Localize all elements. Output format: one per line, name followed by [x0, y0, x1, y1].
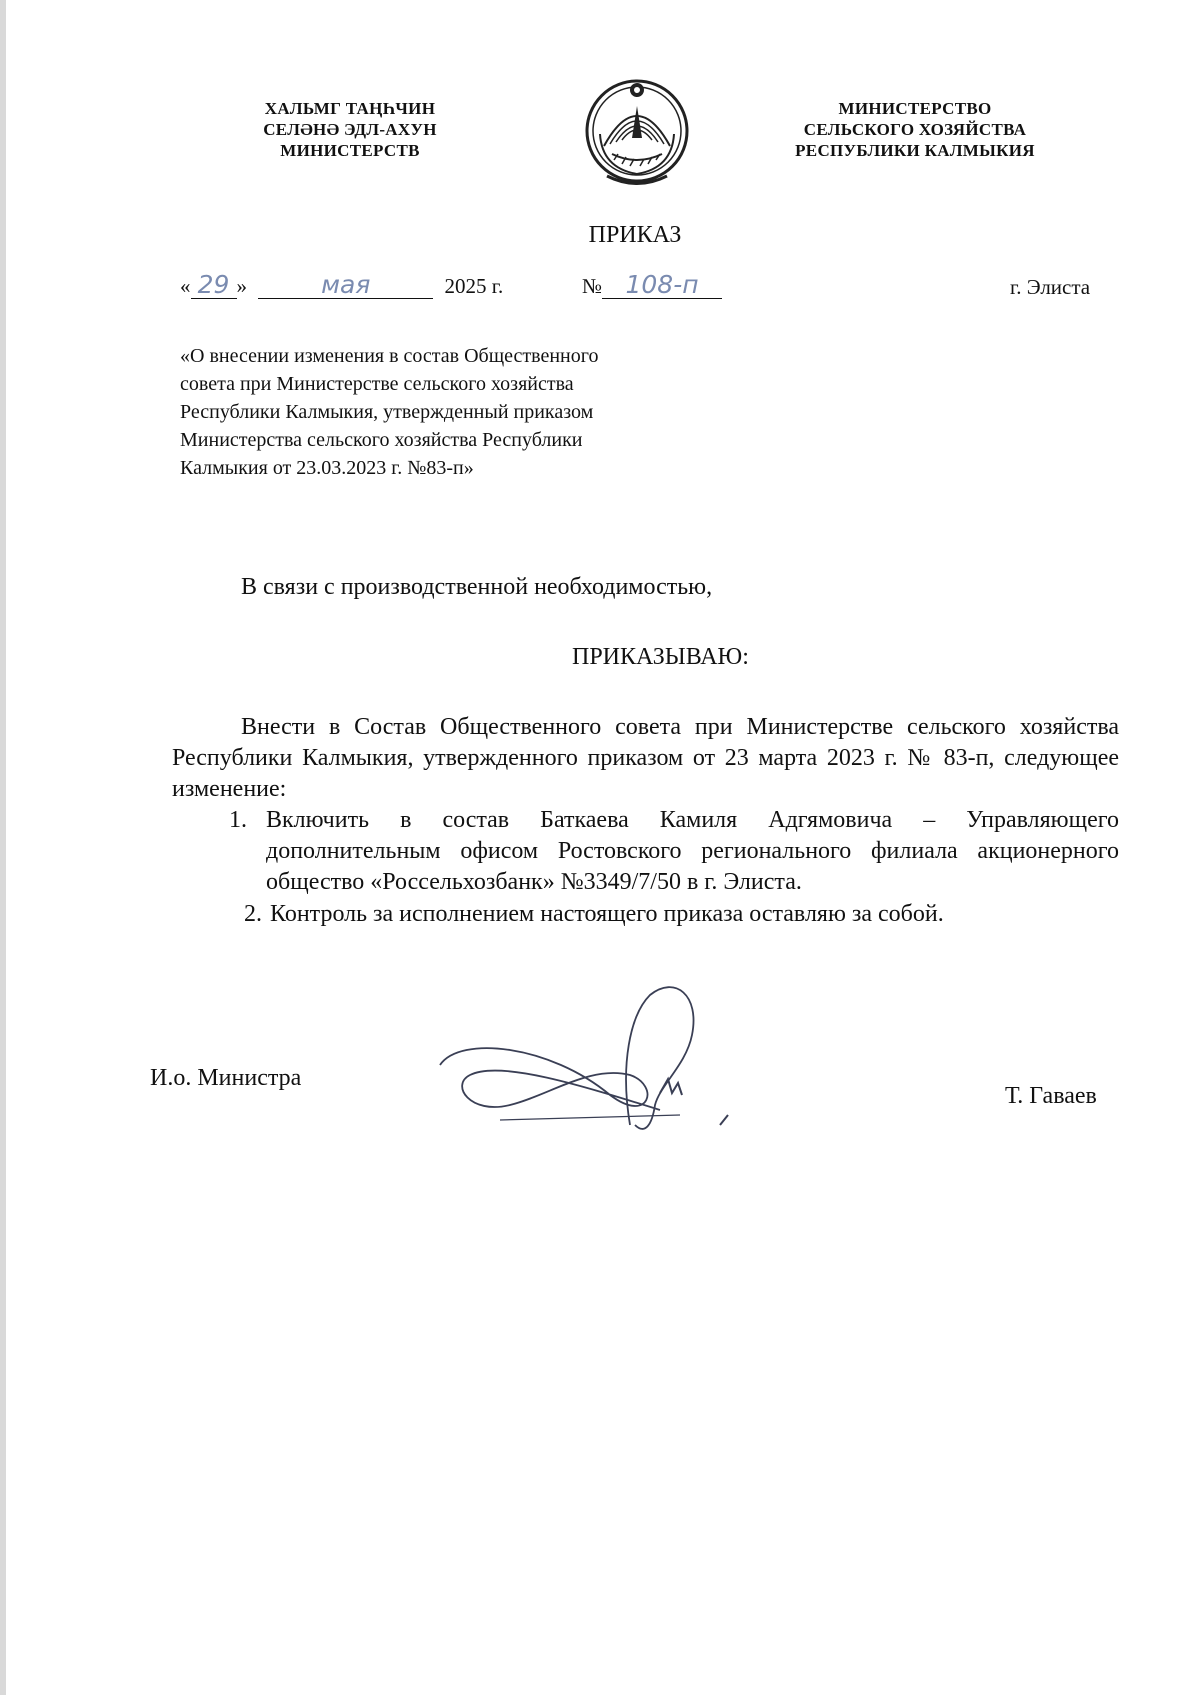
list-item	[172, 805, 1119, 898]
date-open-quote: «	[180, 274, 191, 298]
coat-of-arms-icon	[582, 76, 692, 194]
preamble: В связи с производственной необходимостью,	[241, 574, 713, 600]
handwritten-signature	[430, 975, 760, 1155]
number-value: 108-п	[625, 270, 699, 299]
subject-line-3: Республики Калмыкия, утвержденный приказом	[180, 401, 594, 423]
list-item	[172, 899, 1119, 930]
header-left	[210, 98, 490, 161]
city: г. Элиста	[1010, 275, 1091, 299]
order-word: ПРИКАЗЫВАЮ:	[572, 644, 749, 670]
item-text: Контроль за исполнением настоящего приказа оставляю за собой.	[270, 901, 944, 927]
date-day-field	[191, 272, 237, 299]
document-title: ПРИКАЗ	[588, 222, 682, 248]
date-year: 2025 г.	[444, 274, 504, 298]
number-label: №	[582, 274, 603, 298]
date-month-field	[258, 272, 433, 299]
order-items	[172, 805, 1119, 930]
header-left-line-3: МИНИСТЕРСТВ	[280, 141, 420, 160]
subject-line-5: Калмыкия от 23.03.2023 г. №83-п»	[180, 457, 474, 479]
header-left-line-2: СЕЛӘНӘ ЭДЛ-АХУН	[263, 120, 437, 139]
item-number: 2.	[244, 901, 262, 927]
date-month: мая	[321, 270, 371, 299]
subject-block	[180, 342, 740, 482]
item-number: 1.	[229, 807, 247, 833]
signature-position: И.о. Министра	[150, 1065, 302, 1091]
header-right-line-3: РЕСПУБЛИКИ КАЛМЫКИЯ	[795, 141, 1035, 160]
order-number	[582, 272, 722, 299]
signatory-name: Т. Гаваев	[1005, 1083, 1097, 1109]
number-field	[602, 272, 722, 299]
header-right	[770, 98, 1060, 161]
subject-line-2: совета при Министерстве сельского хозяйства	[180, 373, 574, 395]
item-text: Включить в состав Баткаева Камиля Адгямовича – Управляющего дополнительным офисом Ростовского регионального филиала акционерного общество «Россельхозбанк» №3349/7/50 в г. Элиста.	[266, 807, 1119, 895]
date-close-quote: »	[236, 274, 247, 298]
subject-line-4: Министерства сельского хозяйства Республики	[180, 429, 583, 451]
subject-line-1: «О внесении изменения в состав Общественного	[180, 345, 599, 367]
date-day: 29	[197, 270, 230, 299]
header-right-line-2: СЕЛЬСКОГО ХОЗЯЙСТВА	[803, 120, 1027, 139]
header-right-line-1: МИНИСТЕРСТВО	[838, 99, 992, 118]
main-text: Внести в Состав Общественного совета при Министерстве сельского хозяйства Республики Калмыкия, утвержденного приказом от 23 марта 2023 г. № 83-п, следующее изменение:	[172, 714, 1119, 802]
scan-edge	[0, 0, 6, 1695]
date-line	[180, 272, 503, 299]
header-left-line-1: ХАЛЬМГ ТАҢҺЧИН	[264, 99, 436, 118]
